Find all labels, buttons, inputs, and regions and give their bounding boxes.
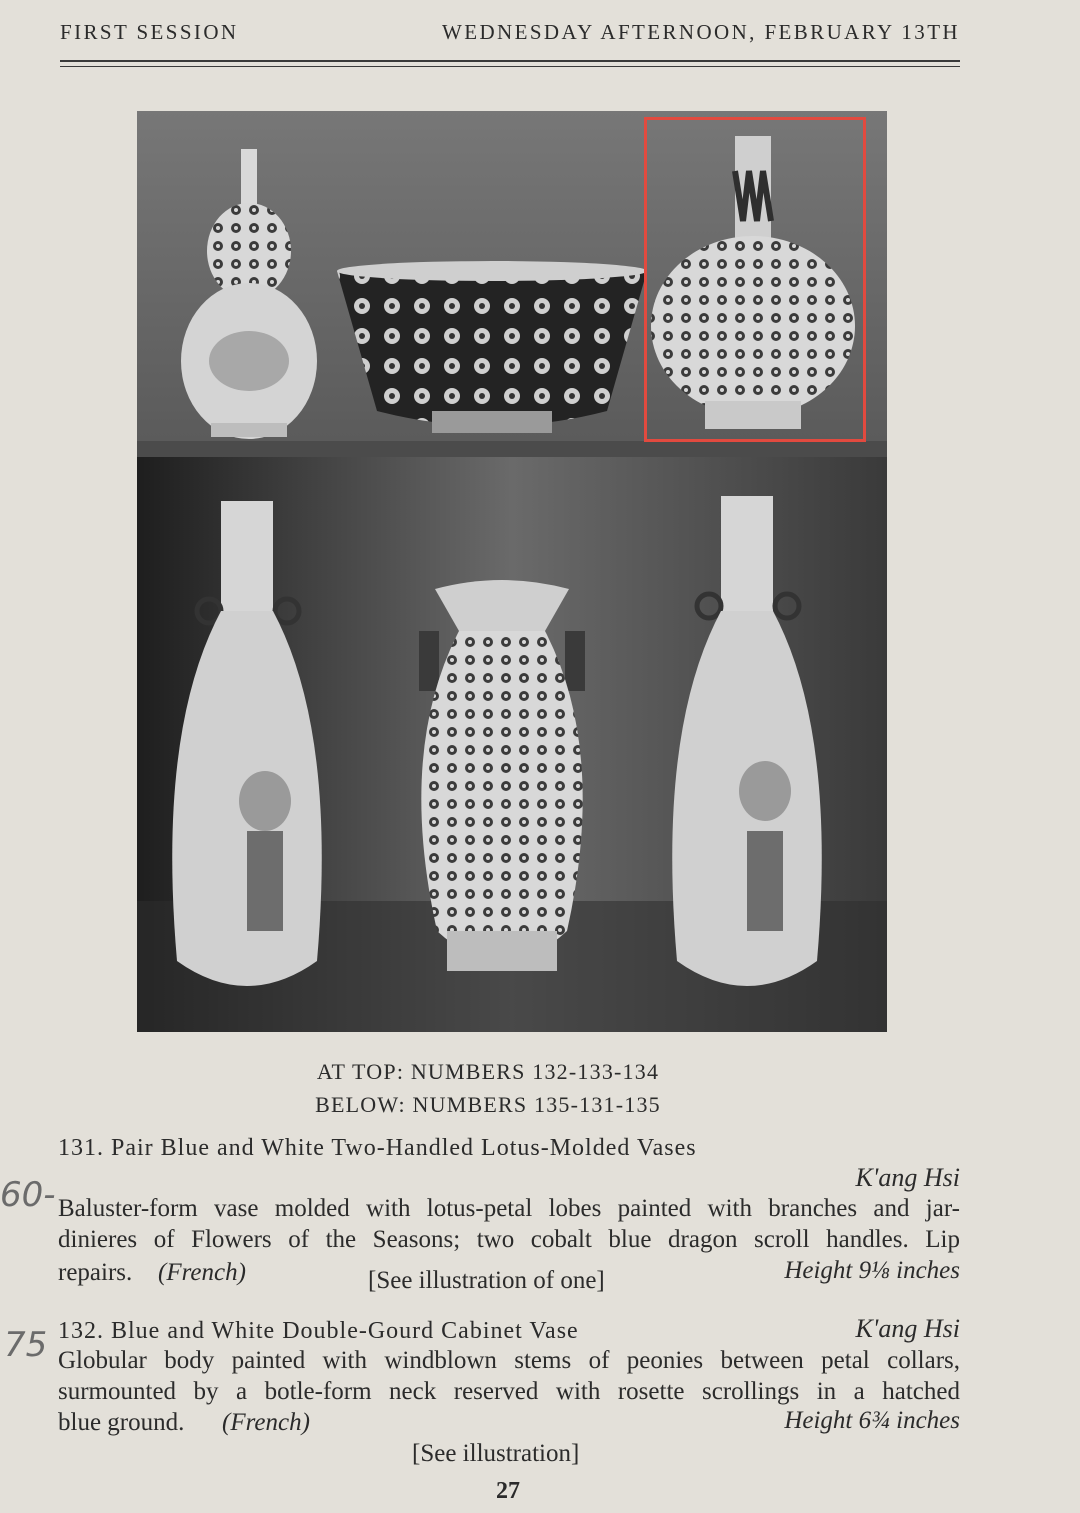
lot-131-title: 131. Pair Blue and White Two-Handled Lotus-Molded Vases — [58, 1135, 697, 1161]
header-rule — [60, 60, 960, 62]
lot-132-height: Height 6¾ inches — [784, 1407, 960, 1434]
lot-132-line-1: Globular body painted with windblown stems of peonies between petal collars, — [58, 1347, 960, 1374]
running-head — [60, 20, 960, 48]
lot-131-period: K'ang Hsi — [855, 1163, 960, 1192]
lot-132-title: 132. Blue and White Double-Gourd Cabinet Vase — [58, 1318, 579, 1344]
blue-white-bowl — [337, 261, 647, 433]
lot-131-tail: repairs. — [58, 1259, 133, 1286]
lot-131-line-2: dinieres of Flowers of the Seasons; two cobalt blue dragon scroll handles. Lip — [58, 1226, 960, 1253]
pencil-annotation: 60- — [0, 1175, 56, 1215]
session-label: FIRST SESSION — [60, 20, 239, 44]
lot-131-line-1: Baluster-form vase molded with lotus-petal lobes painted with branches and jar- — [58, 1195, 960, 1222]
session-date: WEDNESDAY AFTERNOON, FEBRUARY 13TH — [442, 20, 960, 44]
page-number: 27 — [496, 1478, 520, 1504]
selection-highlight — [644, 117, 866, 442]
lot-132-tail: blue ground. — [58, 1409, 185, 1436]
lot-131-height: Height 9⅛ inches — [784, 1257, 960, 1284]
lot-132-illustration-note: [See illustration] — [412, 1440, 580, 1467]
header-rule-thin — [60, 66, 960, 67]
lot-132-line-2: surmounted by a botle-form neck reserved with rosette scrollings in a hatched — [58, 1378, 960, 1405]
caption-below: BELOW: NUMBERS 135-131-135 — [315, 1092, 661, 1117]
lot-132-origin: (French) — [222, 1409, 310, 1436]
pencil-annotation: 75 — [4, 1325, 48, 1365]
lot-132-period: K'ang Hsi — [855, 1314, 960, 1343]
lot-131-origin: (French) — [158, 1259, 246, 1286]
lot-131-illustration-note: [See illustration of one] — [368, 1267, 605, 1294]
top-shelf-edge — [137, 441, 887, 457]
caption-top: AT TOP: NUMBERS 132-133-134 — [316, 1059, 660, 1084]
